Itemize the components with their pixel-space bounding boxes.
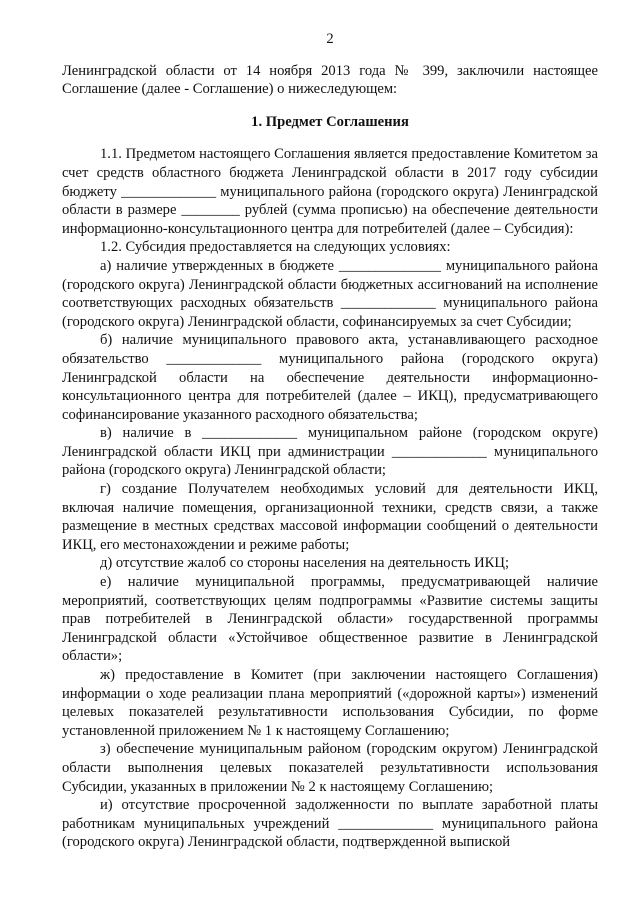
clause-i: и) отсутствие просроченной задолженности по выплате заработной платы работникам муниципальных учреждений _____________ муниципального района (городского округа) Ленинградской области, подтвержденной выпиской bbox=[62, 797, 598, 851]
intro-paragraph: Ленинградской области от 14 ноября 2013 года № 399, заключили настоящее Соглашение (далее - Соглашение) о нижеследующем: bbox=[62, 62, 598, 98]
clause-a: а) наличие утвержденных в бюджете ______________ муниципального района (городского округа) Ленинградской области бюджетных ассигнований на исполнение соответствующих расходных обязательств _____________ муниципального района (городского округа) Ленинградской области, софинансируемых за счет Субсидии; bbox=[62, 257, 598, 330]
clause-z: з) обеспечение муниципальным районом (городским округом) Ленинградской области выполнения целевых показателей результативности использования Субсидии, указанных в приложении № 2 к настоящему Соглашению; bbox=[62, 741, 598, 795]
clause-1-2: 1.2. Субсидия предоставляется на следующих условиях: bbox=[100, 239, 451, 256]
clause-zh: ж) предоставление в Комитет (при заключении настоящего Соглашения) информации о ходе реализации плана мероприятий («дорожной карты») изменений целевых показателей результативности использования Субсидии, по форме установленной приложением № 1 к настоящему Соглашению; bbox=[62, 667, 598, 739]
document-page bbox=[62, 30, 598, 852]
clause-1-1: 1.1. Предметом настоящего Соглашения является предоставление Комитетом за счет средств областного бюджета Ленинградской области в 2017 году субсидии бюджету _____________ муниципального района (городского округа) Ленинградской области в размере ________ рублей (сумма прописью) на обеспечение деятельности информационно-консультационного центра для потребителей (далее – Субсидия): bbox=[62, 146, 598, 237]
clause-v: в) наличие в _____________ муниципальном районе (городском округе) Ленинградской области ИКЦ при администрации _____________ муниципального района (городского округа) Ленинградской области; bbox=[62, 425, 598, 479]
section-heading: 1. Предмет Соглашения bbox=[251, 113, 409, 130]
page-number: 2 bbox=[326, 31, 334, 47]
clause-g: г) создание Получателем необходимых условий для деятельности ИКЦ, включая наличие помещения, организационной техники, средств связи, а также размещение в местных средствах массовой информации сообщений о деятельности ИКЦ, его местонахождении и режиме работы; bbox=[62, 481, 598, 553]
clause-d: д) отсутствие жалоб со стороны населения на деятельность ИКЦ; bbox=[100, 555, 509, 572]
clause-e: е) наличие муниципальной программы, предусматривающей наличие мероприятий, соответствующих целям подпрограммы «Развитие системы защиты прав потребителей в Ленинградской области» государственной программы Ленинградской области «Устойчивое общественное развитие в Ленинградской области»; bbox=[62, 574, 598, 665]
clause-b: б) наличие муниципального правового акта, устанавливающего расходное обязательство _____________ муниципального района (городского округа) Ленинградской области на обеспечение деятельности информационно-консультационного центра для потребителей (далее – ИКЦ), предусматривающего софинансирование указанного расходного обязательства; bbox=[62, 332, 598, 423]
